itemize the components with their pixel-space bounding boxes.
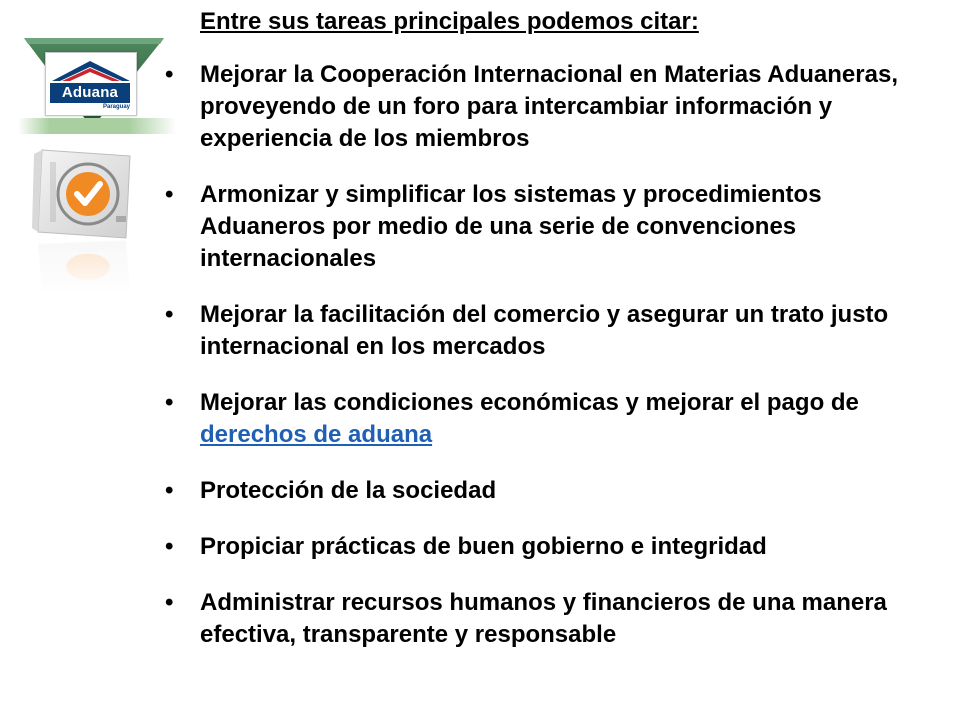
section-heading: Entre sus tareas principales podemos citar: [200, 8, 699, 35]
list-item-text: Protección de la sociedad [200, 477, 497, 504]
certification-badge-icon [30, 142, 140, 242]
bullet-icon: • [165, 589, 174, 616]
green-band [18, 118, 176, 134]
list-item-text: Mejorar la Cooperación Internacional en Materias Aduaneras, proveyendo de un foro para intercambiar información y experiencia de los miembros [200, 61, 898, 152]
roof-icon [50, 57, 132, 83]
logo-area [0, 0, 180, 300]
bullet-list [165, 59, 950, 651]
bullet-icon: • [165, 181, 174, 208]
logo-country: Paraguay [102, 104, 130, 110]
bullet-icon: • [165, 301, 174, 328]
aduana-logo [45, 52, 137, 116]
list-item [165, 387, 950, 451]
list-item [165, 59, 950, 155]
bullet-icon: • [165, 389, 174, 416]
derechos-de-aduana-link[interactable]: derechos de aduana [200, 421, 433, 448]
list-item [165, 299, 950, 363]
list-item-text: Mejorar la facilitación del comercio y asegurar un trato justo internacional en los mercados [200, 301, 889, 360]
badge-reflection [30, 238, 140, 298]
list-item [165, 179, 950, 275]
list-item [165, 475, 950, 507]
list-item [165, 531, 950, 563]
list-item [165, 587, 950, 651]
bullet-icon: • [165, 477, 174, 504]
list-item-text: Mejorar las condiciones económicas y mejorar el pago de [200, 389, 859, 416]
list-item-text: Administrar recursos humanos y financieros de una manera efectiva, transparente y responsable [200, 589, 887, 648]
list-item-text: Armonizar y simplificar los sistemas y procedimientos Aduaneros por medio de una serie de convenciones internacionales [200, 181, 822, 272]
logo-wordmark: Aduana [50, 83, 130, 103]
list-item-text: Propiciar prácticas de buen gobierno e integridad [200, 533, 767, 560]
bullet-icon: • [165, 61, 174, 88]
content-body [165, 6, 950, 675]
bullet-icon: • [165, 533, 174, 560]
